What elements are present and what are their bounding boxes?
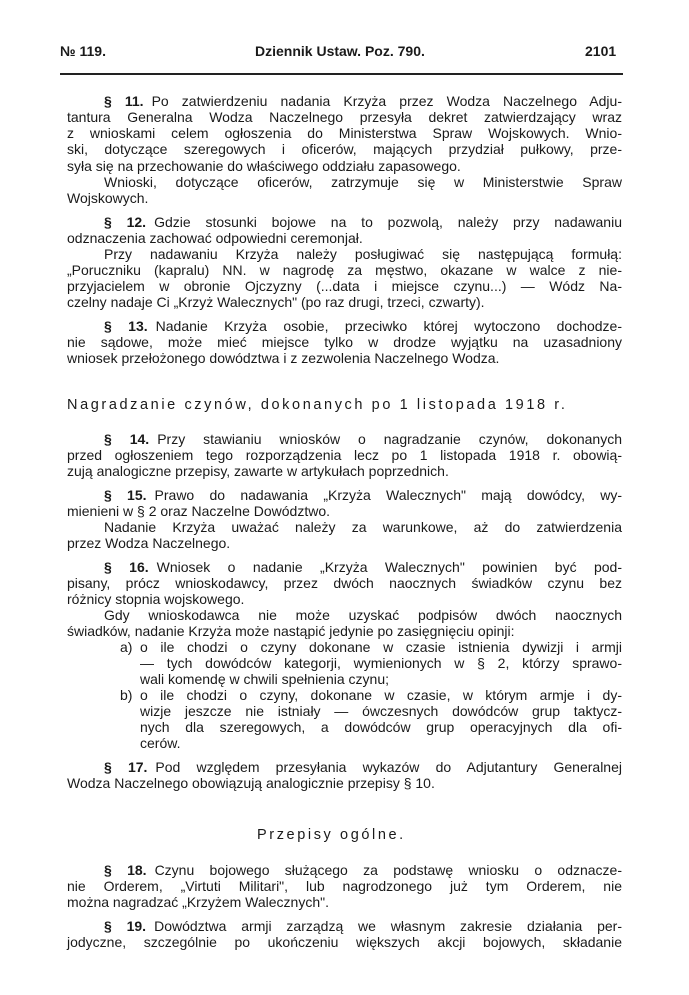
list-marker: a) xyxy=(120,639,133,655)
journal-title: Dziennik Ustaw. Poz. 790. xyxy=(255,43,425,59)
section-number: § 16. xyxy=(104,559,149,575)
text-line: Nadanie Krzyża osobie, przeciwko której wytoczono dochodze- xyxy=(155,318,623,334)
text-line: Przy nadawaniu Krzyża należy posługiwać się następującą formułą: xyxy=(104,246,622,262)
list-marker: b) xyxy=(120,687,133,703)
text-line: z wnioskami celem ogłoszenia do Ministerstwa Spraw Wojskowych. Wnio- xyxy=(67,125,622,141)
text-line: przed ogłoszeniem tego rozporządzenia lecz po 1 listopada 1918 r. obowią- xyxy=(67,447,622,463)
text-line: mienieni w § 2 oraz Naczelne Dowództwo. xyxy=(67,503,331,519)
text-line: zują analogiczne przepisy, zawarte w artykułach poprzednich. xyxy=(67,463,449,479)
text-line: różnicy stopnia wojskowego. xyxy=(67,591,245,607)
text-line: Gdy wnioskodawca nie może uzyskać podpisów dwóch naocznych xyxy=(104,607,622,623)
section-number: § 13. xyxy=(104,318,148,334)
header-rule xyxy=(60,73,623,75)
section-number: § 14. xyxy=(104,431,150,447)
text-line: syła się na przechowanie do właściwego oddziału zapasowego. xyxy=(67,158,461,174)
text-line: Wnioski, dotyczące oficerów, zatrzymuje się w Ministerstwie Spraw xyxy=(104,174,622,190)
text-line: Pod względem przesyłania wykazów do Adjutantury Generalnej xyxy=(155,759,622,775)
text-line: Przy stawianiu wniosków o nagradzanie czynów, dokonanych xyxy=(157,431,622,447)
section-number: § 18. xyxy=(104,862,147,878)
section-number: § 12. xyxy=(104,214,147,230)
text-line: cerów. xyxy=(140,735,181,751)
text-line: odznaczenia zachować odpowiedni ceremonjał. xyxy=(67,230,363,246)
text-line: wizje jeszcze nie istniały — ówczesnych dowódców grup taktycz- xyxy=(140,703,622,719)
text-line: pisany, prócz wnioskodawcy, przez dwóch naocznych świadków czynu bez xyxy=(67,575,622,591)
section-number: § 15. xyxy=(104,487,147,503)
section-number: § 17. xyxy=(104,759,148,775)
text-line: nych dla szeregowych, a dowódców grup operacyjnych dla ofi- xyxy=(140,719,622,735)
text-line: Po zatwierdzeniu nadania Krzyża przez Wodza Naczelnego Adju- xyxy=(151,93,622,109)
issue-number: № 119. xyxy=(60,43,106,59)
text-line: Gdzie stosunki bojowe na to pozwolą, należy przy nadawaniu xyxy=(154,214,622,230)
text-line: czelny nadaje Ci „Krzyż Walecznych" (po raz drugi, trzeci, czwarty). xyxy=(67,294,485,310)
text-line: Prawo do nadawania „Krzyża Walecznych" mają dowódcy, wy- xyxy=(154,487,623,503)
text-line: o ile chodzi o czyny dokonane w czasie istnienia dywizji i armji xyxy=(140,639,622,655)
text-line: tantura Generalna Wodza Naczelnego przesyła dekret zatwierdzający wraz xyxy=(67,109,622,125)
section-number: § 19. xyxy=(104,918,147,934)
text-line: ski, dotyczące szeregowych i oficerów, mających przydział pułkowy, prze- xyxy=(67,141,622,157)
page-number: 2101 xyxy=(585,43,617,59)
text-line: można nagradzać „Krzyżem Walecznych". xyxy=(67,894,329,910)
text-line: Wodza Naczelnego obowiązują analogicznie przepisy § 10. xyxy=(67,775,435,791)
section-heading: Przepisy ogólne. xyxy=(257,827,406,843)
text-line: — tych dowódców kategorji, wymienionych w § 2, którzy sprawo- xyxy=(140,655,622,671)
text-line: Nadanie Krzyża uważać należy za warunkowe, aż do zatwierdzenia xyxy=(104,519,622,535)
text-line: wniosek przełożonego dowództwa i z zezwolenia Naczelnego Wodza. xyxy=(67,350,500,366)
text-line: świadków, nadanie Krzyża może nastąpić jedynie po zasięgnięciu opinji: xyxy=(67,623,515,639)
text-line: Dowództwa armji zarządzą we własnym zakresie działania per- xyxy=(154,918,622,934)
text-line: Czynu bojowego służącego za podstawę wniosku o odznacze- xyxy=(154,862,622,878)
text-line: Wniosek o nadanie „Krzyża Walecznych" powinien być pod- xyxy=(156,559,622,575)
section-heading: Nagradzanie czynów, dokonanych po 1 listopada 1918 r. xyxy=(67,397,568,413)
text-line: przyjacielem w obronie Ojczyzny (...data i miejsce czynu...) — Wódz Na- xyxy=(67,278,622,294)
text-line: o ile chodzi o czyny, dokonane w czasie, w którym armje i dy- xyxy=(140,687,622,703)
text-line: przez Wodza Naczelnego. xyxy=(67,535,231,551)
section-number: § 11. xyxy=(104,93,144,109)
text-line: Wojskowych. xyxy=(67,190,149,206)
text-line: nie sądowe, może mieć miejsce tylko w drodze wyjątku na uzasadniony xyxy=(67,334,622,350)
text-line: jodyczne, szczególnie po ukończeniu większych akcji bojowych, składanie xyxy=(67,934,622,950)
text-line: „Poruczniku (kapralu) NN. w nagrodę za męstwo, okazane w walce z nie- xyxy=(67,262,622,278)
text-line: nie Orderem, „Virtuti Militari", lub nagrodzonego już tym Orderem, nie xyxy=(67,878,622,894)
text-line: wali komendę w chwili spełnienia czynu; xyxy=(140,671,390,687)
